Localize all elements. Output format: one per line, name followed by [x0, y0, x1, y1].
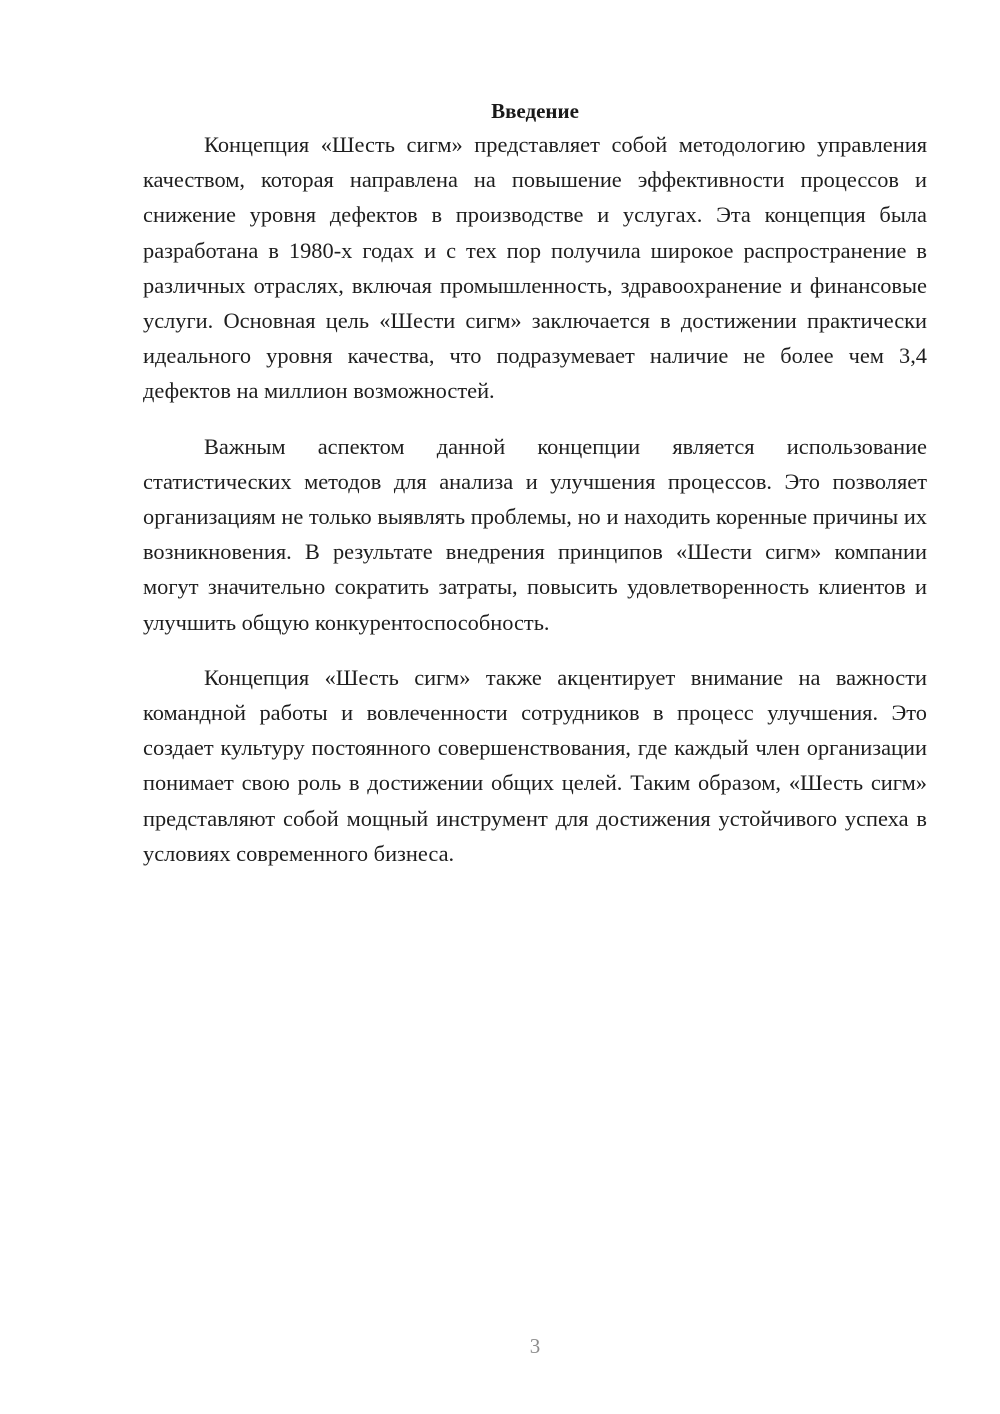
section-title: Введение — [491, 99, 579, 123]
paragraph-2: Важным аспектом данной концепции является использование статистических методов для анализа и улучшения процессов. Это позволяет организациям не только выявлять проблемы, но и находить коренные причины их возникновения. В результате внедрения принципов «Шести сигм» компании могут значительно сократить затраты, повысить удовлетворенность клиентов и улучшить общую конкурентоспособность. — [143, 433, 927, 635]
paragraph-3: Концепция «Шесть сигм» также акцентирует внимание на важности командной работы и вовлеченности сотрудников в процесс улучшения. Это создает культуру постоянного совершенствования, где каждый член организации понимает свою роль в достижении общих целей. Таким образом, «Шесть сигм» представляют собой мощный инструмент для достижения устойчивого успеха в условиях современного бизнеса. — [143, 664, 927, 866]
page-content — [143, 96, 927, 871]
paragraph-1: Концепция «Шесть сигм» представляет собой методологию управления качеством, которая направлена на повышение эффективности процессов и снижение уровня дефектов в производстве и услугах. Эта концепция была разработана в 1980-х годах и с тех пор получила широкое распространение в различных отраслях, включая промышленность, здравоохранение и финансовые услуги. Основная цель «Шести сигм» заключается в достижении практически идеального уровня качества, что подразумевает наличие не более чем 3,4 дефектов на миллион возможностей. — [143, 132, 927, 404]
page-number: 3 — [529, 1334, 541, 1358]
